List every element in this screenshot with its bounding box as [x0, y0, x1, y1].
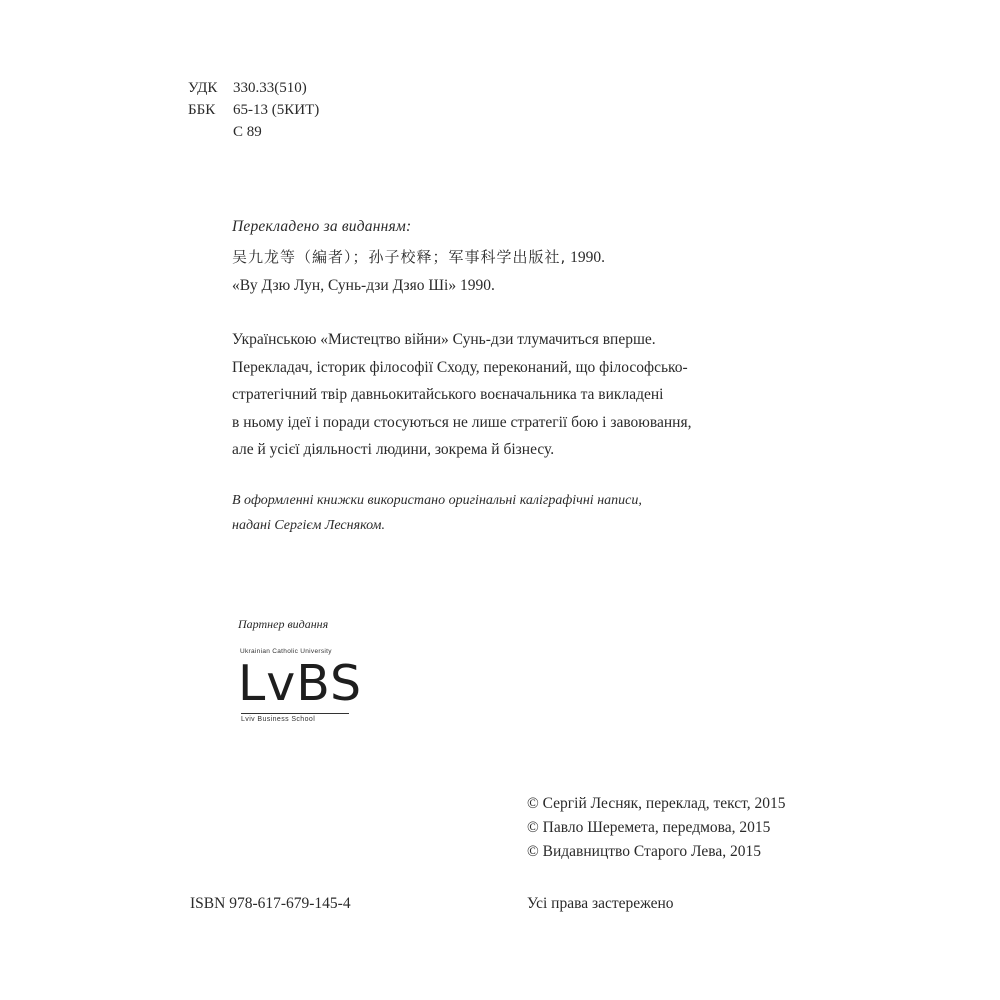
design-note-line: В оформленні книжки використано оригінальні каліграфічні написи,	[232, 493, 642, 508]
description-line: в ньому ідеї і поради стосуються не лише стратегії бою і завоювання,	[232, 413, 692, 431]
design-note	[232, 488, 642, 538]
udk-label: УДК	[188, 80, 218, 96]
rights-reserved-text: Усі права застережено	[527, 895, 674, 912]
logo-university-text: Ukrainian Catholic University	[240, 648, 332, 655]
description-line: стратегічний твір давньокитайського воєначальника та викладені	[232, 386, 664, 403]
copyright-line: © Видавництво Старого Лева, 2015	[527, 843, 761, 860]
description-line: Перекладач, історик філософії Сходу, переконаний, що філософсько-	[232, 358, 688, 376]
transliteration-line: «Ву Дзю Лун, Сунь-дзи Дзяо Ші» 1990.	[232, 277, 495, 294]
lvbs-logo	[238, 648, 363, 726]
classification-block	[188, 78, 488, 148]
bbk-value: 65-13 (5КИТ)	[233, 102, 320, 118]
bbk-label: ББК	[188, 102, 216, 118]
translation-label: Перекладено за виданням:	[232, 218, 412, 235]
design-note-line: надані Сергієм Лесняком.	[232, 518, 385, 533]
copyright-block	[527, 792, 786, 864]
description-line: Українською «Мистецтво війни» Сунь-дзи тлумачиться вперше.	[232, 331, 656, 348]
chinese-title: 吴九龙等（編者）；孙子校释；军事科学出版社,	[232, 248, 567, 266]
logo-wordmark: LvBS	[238, 655, 363, 712]
author-mark-value: С 89	[233, 124, 262, 140]
chinese-source-line	[232, 247, 605, 268]
copyright-line: © Сергій Лесняк, переклад, текст, 2015	[527, 795, 786, 812]
description-paragraph	[232, 326, 772, 464]
partner-label: Партнер видання	[238, 617, 329, 631]
description-line: але й усієї діяльності людини, зокрема й бізнесу.	[232, 441, 555, 458]
logo-divider	[241, 713, 349, 714]
chinese-year: 1990.	[570, 249, 606, 266]
isbn-text: ISBN 978-617-679-145-4	[190, 895, 351, 912]
udk-value: 330.33(510)	[233, 80, 307, 96]
copyright-line: © Павло Шеремета, передмова, 2015	[527, 819, 771, 836]
logo-school-text: Lviv Business School	[241, 716, 316, 723]
